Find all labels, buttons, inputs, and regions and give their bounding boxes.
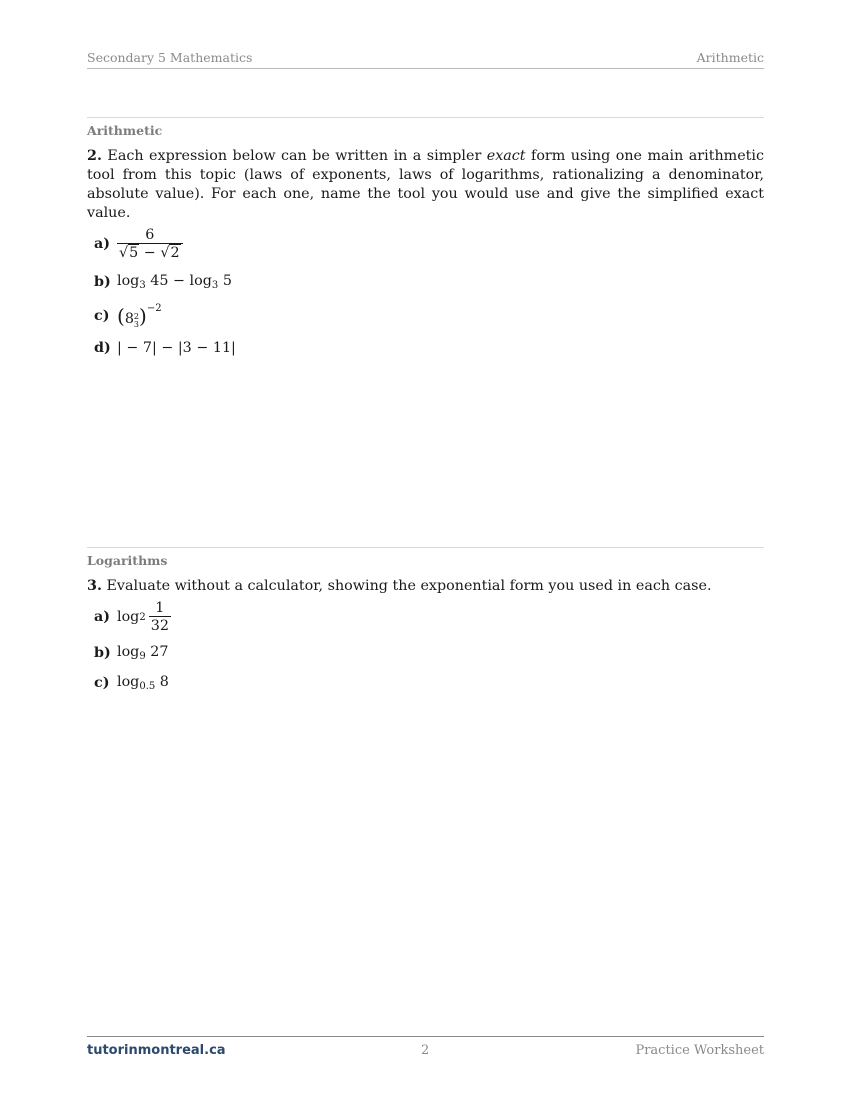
- part-label: a): [94, 236, 111, 252]
- expression: $\log_3 45 - \log_3 5$: [117, 273, 232, 291]
- denominator: √5 − √2: [117, 243, 183, 262]
- footer-site: tutorinmontreal.ca: [87, 1043, 226, 1058]
- part-c: [94, 668, 764, 698]
- part-label: c): [94, 308, 110, 324]
- part-label: b): [94, 274, 111, 290]
- page-footer: [87, 1036, 764, 1063]
- numerator: 6: [145, 226, 155, 243]
- expression: $\log_{0.5} 8$: [117, 674, 169, 692]
- section-logarithms: [87, 547, 764, 698]
- header-topic: Arithmetic: [696, 50, 764, 65]
- question-text: Evaluate without a calculator, showing the exponential form you used in each case.: [106, 578, 712, 594]
- expression: $\log_9 27$: [117, 644, 169, 662]
- expression: (8 2 3 )$^{-2}$: [117, 303, 162, 329]
- question-number: 3.: [87, 578, 102, 594]
- sqrt-symbol: √5: [119, 244, 139, 261]
- part-d: [94, 333, 764, 363]
- expression: log 2 $\frac{1}{32}$: [117, 599, 169, 634]
- page-number: 2: [421, 1043, 430, 1058]
- part-c: [94, 299, 764, 333]
- sqrt-symbol: √2: [160, 244, 180, 261]
- page-header: [87, 50, 764, 69]
- section-title: Arithmetic: [87, 123, 163, 138]
- section-title: Logarithms: [87, 553, 168, 568]
- question-text-before: Each expression below can be written in a simpler: [107, 148, 482, 164]
- part-label: c): [94, 675, 110, 691]
- part-b: [94, 638, 764, 668]
- question-3: [87, 577, 764, 596]
- part-a: [94, 223, 764, 265]
- part-a: [94, 596, 764, 638]
- parts-list: [87, 596, 764, 698]
- section-arithmetic: [87, 117, 764, 363]
- part-label: d): [94, 340, 111, 356]
- header-course: Secondary 5 Mathematics: [87, 50, 253, 65]
- fraction: [117, 227, 183, 262]
- question-emphasis: exact: [486, 148, 526, 164]
- expression: | − 7| − |3 − 11|: [117, 340, 236, 356]
- part-label: a): [94, 609, 111, 625]
- footer-title: Practice Worksheet: [635, 1043, 764, 1058]
- question-text-after: form using one main arithmetic tool from this topic (laws of exponents, laws of logarithms, rationalizing a denominator, absolute value). For each one, name the tool you would use and give the simplified exact value.: [87, 148, 765, 221]
- question-2: [87, 147, 764, 223]
- question-number: 2.: [87, 148, 102, 164]
- part-b: [94, 265, 764, 299]
- fraction: $\frac{1}{32}$: [150, 599, 169, 634]
- parts-list: [87, 223, 764, 363]
- part-label: b): [94, 645, 111, 661]
